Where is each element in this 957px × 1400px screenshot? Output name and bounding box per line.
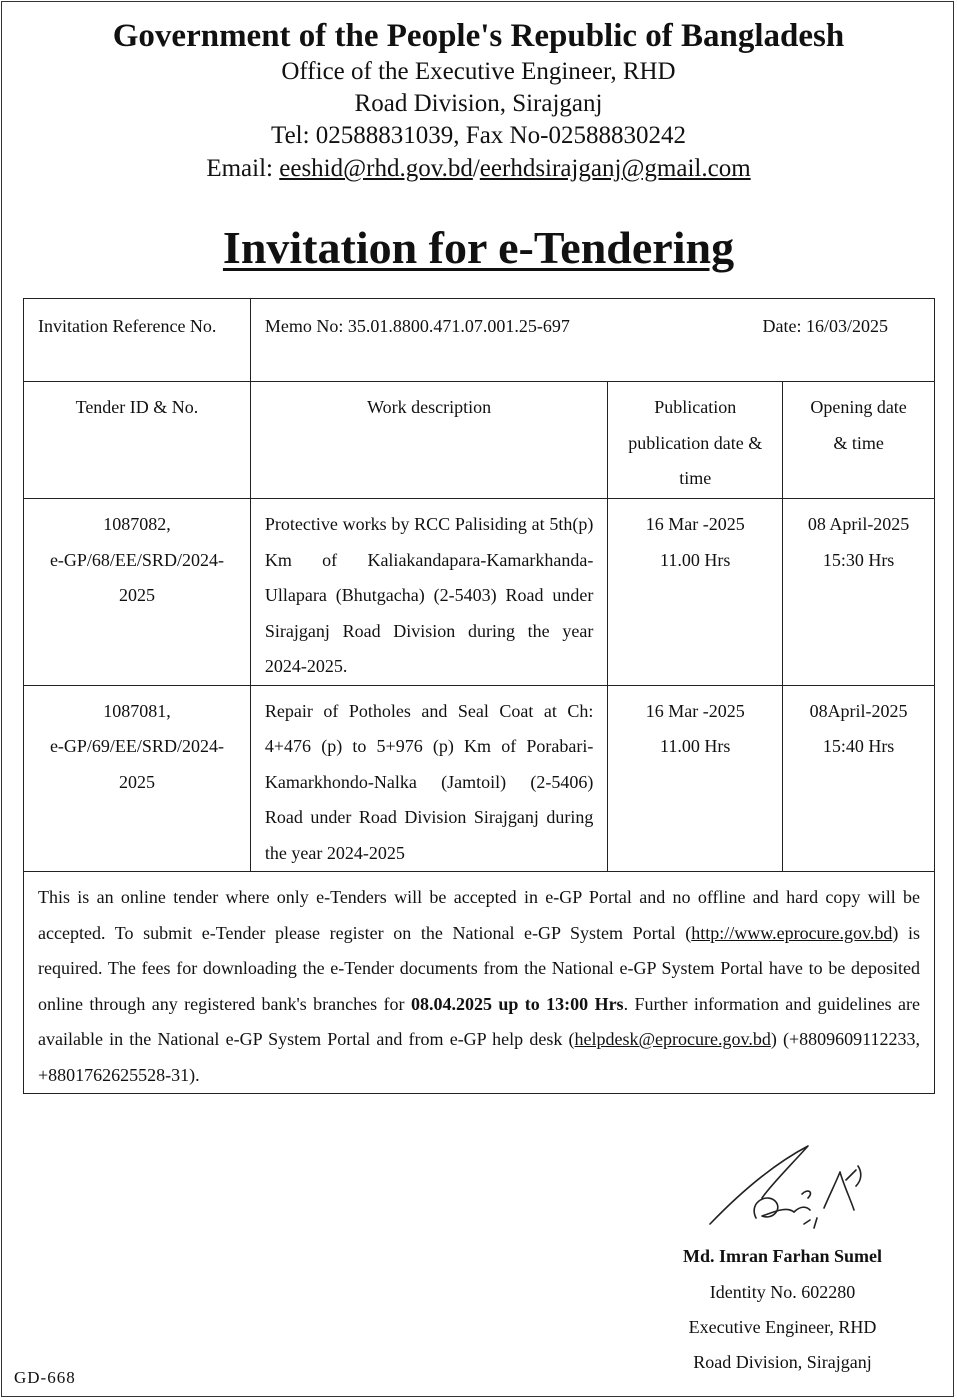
publication-cell <box>608 685 783 872</box>
pub-date: 16 Mar -2025 <box>645 514 745 534</box>
signature-image <box>690 1136 880 1246</box>
org-title: Government of the People's Republic of Bangladesh <box>112 18 845 54</box>
tender-id: 1087082, <box>103 514 171 534</box>
tender-id-cell <box>24 499 251 686</box>
memo-number: Memo No: 35.01.8800.471.07.001.25-697 <box>264 316 570 336</box>
pub-time: 11.00 Hrs <box>660 549 731 570</box>
fee-deadline: 08.04.2025 up to 13:00 Hrs <box>410 993 624 1014</box>
page-title: Invitation for e-Tendering <box>222 222 735 273</box>
notice-text: This is an online tender where only e-Tenders will be accepted in e-GP Portal and no offline and hard copy will be accepted. To submit e-Tender please register on the National e-GP System Portal (http://www.eprocure.gov.bd) is required. The fees for downloading the e-Tender documents from the National e-GP System Portal have to be deposited online through any registered bank's branches for 08.04.2025 up to 13:00 Hrs. Further information and guidelines are available in the National e-GP System Portal and from e-GP help desk (helpdesk@eprocure.gov.bd) (+8809609112233, +8801762625528-31). <box>24 872 935 1094</box>
tender-id-cell <box>24 685 251 872</box>
open-date: 08April-2025 <box>809 700 908 721</box>
signer-name: Md. Imran Farhan Sumel <box>682 1246 882 1266</box>
email-label: Email: <box>206 155 280 182</box>
table-row <box>24 499 935 686</box>
header-publication: Publication publication date & time <box>608 382 783 499</box>
open-time: 15:30 Hrs <box>822 549 895 570</box>
tel-fax-line: Tel: 02588831039, Fax No-02588830242 <box>271 122 686 149</box>
pub-time: 11.00 Hrs <box>660 736 731 756</box>
reference-row <box>24 299 935 382</box>
email-line <box>0 153 957 185</box>
tender-id: 1087081, <box>103 700 171 721</box>
reference-label: Invitation Reference No. <box>24 299 251 382</box>
header-opening: Opening date & time <box>783 382 935 499</box>
email-link-1[interactable]: eeshid@rhd.gov.bd <box>279 155 473 182</box>
signer-identity: Identity No. 602280 <box>709 1282 856 1302</box>
header-tender-id: Tender ID & No. <box>24 382 251 499</box>
tender-ref: e-GP/69/EE/SRD/2024-2025 <box>49 736 224 792</box>
pub-date: 16 Mar -2025 <box>645 700 745 721</box>
reference-cell <box>250 299 934 382</box>
work-description: Repair of Potholes and Seal Coat at Ch: 4+476 (p) to 5+976 (p) Km of Porabari-Kamarkhondo-Nalka (Jamtoil) (2-5406) Road under Road Division Sirajganj during the year 2024-2025 <box>250 685 607 872</box>
opening-cell <box>783 685 935 872</box>
header-work: Work description <box>250 382 607 499</box>
opening-cell <box>783 499 935 686</box>
table-header-row <box>24 382 935 499</box>
publication-cell <box>608 499 783 686</box>
memo-date: Date: 16/03/2025 <box>762 316 888 336</box>
division-line: Road Division, Sirajganj <box>354 90 603 117</box>
footer-code: GD-668 <box>14 1368 76 1387</box>
open-time: 15:40 Hrs <box>822 736 895 756</box>
eprocure-link[interactable]: http://www.eprocure.gov.bd <box>691 922 893 943</box>
signer-designation: Executive Engineer, RHD <box>688 1317 877 1337</box>
email-link-2[interactable]: eerhdsirajganj@gmail.com <box>479 155 751 182</box>
table-row <box>24 685 935 872</box>
tender-table <box>23 298 935 1094</box>
helpdesk-email-link[interactable]: helpdesk@eprocure.gov.bd <box>574 1029 771 1049</box>
email-separator: / <box>472 155 480 182</box>
office-line: Office of the Executive Engineer, RHD <box>281 58 676 85</box>
tender-ref: e-GP/68/EE/SRD/2024-2025 <box>49 549 224 605</box>
open-date: 08 April-2025 <box>807 514 910 534</box>
notice-row <box>24 872 935 1094</box>
signer-office: Road Division, Sirajganj <box>693 1352 872 1372</box>
work-description: Protective works by RCC Palisiding at 5th(p) Km of Kaliakandapara-Kamarkhanda-Ullapara (Bhutgacha) (2-5403) Road under Sirajganj Road Division during the year 2024-2025. <box>250 499 607 686</box>
